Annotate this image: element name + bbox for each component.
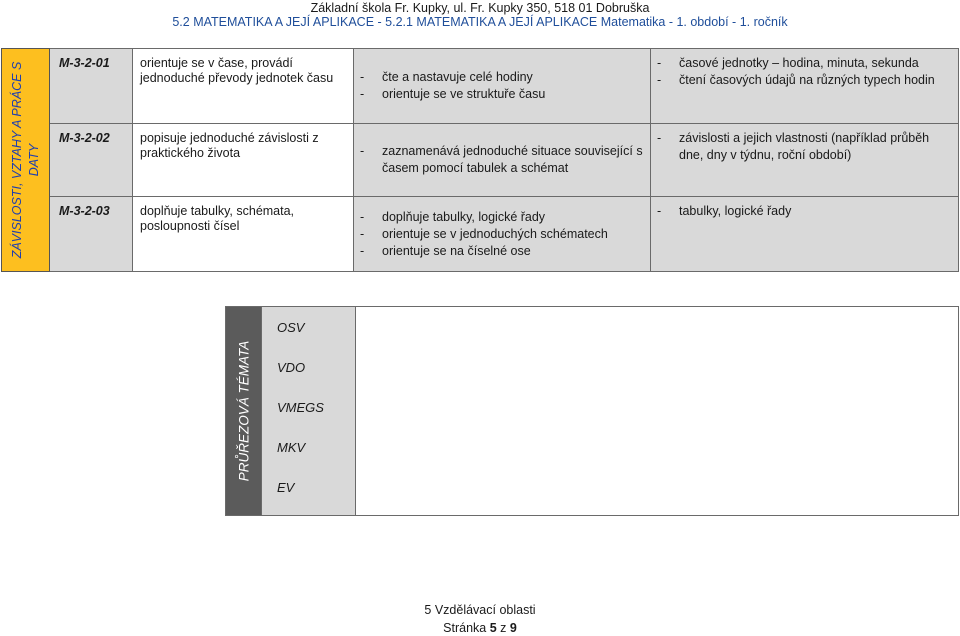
content-cell <box>651 49 959 124</box>
page-total: 9 <box>509 621 517 635</box>
outcome-code: M-3-2-02 <box>50 124 133 197</box>
list-item: - doplňuje tabulky, logické řady <box>360 209 546 224</box>
side-category <box>2 49 50 272</box>
outcome-description: popisuje jednoduché závislosti z praktického života <box>133 124 354 197</box>
page-label: Stránka <box>443 621 487 635</box>
outcome-code: M-3-2-03 <box>50 197 133 272</box>
page-separator: z <box>500 621 507 635</box>
activities-cell <box>354 124 651 197</box>
table-row <box>2 124 959 197</box>
theme-item: VMEGS <box>277 400 324 415</box>
activities-cell <box>354 197 651 272</box>
content-cell <box>651 197 959 272</box>
outcome-code: M-3-2-01 <box>50 49 133 124</box>
theme-item: MKV <box>277 440 306 455</box>
page-current: 5 <box>489 621 497 635</box>
header-path: 5.2 MATEMATIKA A JEJÍ APLIKACE - 5.2.1 MATEMATIKA A JEJÍ APLIKACE Matematika - 1. období - 1. ročník <box>172 15 788 29</box>
outcomes-table <box>1 48 959 272</box>
table-row <box>2 197 959 272</box>
cross-cutting-themes-table <box>225 306 959 516</box>
footer-section: 5 Vzdělávací oblasti <box>424 603 536 617</box>
theme-item: VDO <box>277 360 306 375</box>
list-item: - tabulky, logické řady <box>657 204 792 218</box>
header-school: Základní škola Fr. Kupky, ul. Fr. Kupky 350, 518 01 Dobruška <box>310 1 650 15</box>
list-item: - orientuje se v jednoduchých schématech <box>360 226 608 241</box>
theme-item: EV <box>277 480 295 495</box>
themes-side-label: PRŮŘEZOVÁ TÉMATA <box>236 340 251 482</box>
list-item: - závislosti a jejich vlastnosti (například průběh dne, dny v týdnu, roční období) <box>657 131 930 162</box>
footer-page-number <box>0 621 960 635</box>
theme-item: OSV <box>277 320 305 335</box>
outcome-description: orientuje se v čase, provádí jednoduché převody jednotek času <box>133 49 354 124</box>
list-item: - čtení časových údajů na různých typech hodin <box>657 73 935 87</box>
list-item: - orientuje se ve struktuře času <box>360 87 546 101</box>
list-item: - čte a nastavuje celé hodiny <box>360 70 533 84</box>
themes-empty-cell <box>356 307 959 516</box>
side-category-label: ZÁVISLOSTI, VZTAHY A PRÁCE S DATY <box>9 61 41 259</box>
outcome-description: doplňuje tabulky, schémata, posloupnosti čísel <box>133 197 354 272</box>
themes-list <box>262 307 356 516</box>
activities-cell <box>354 49 651 124</box>
list-item: - zaznamenává jednoduché situace související s časem pomocí tabulek a schémat <box>360 144 643 175</box>
themes-side <box>226 307 262 516</box>
content-cell <box>651 124 959 197</box>
table-row <box>2 49 959 124</box>
list-item: - časové jednotky – hodina, minuta, sekunda <box>657 56 919 70</box>
list-item: - orientuje se na číselné ose <box>360 243 531 258</box>
